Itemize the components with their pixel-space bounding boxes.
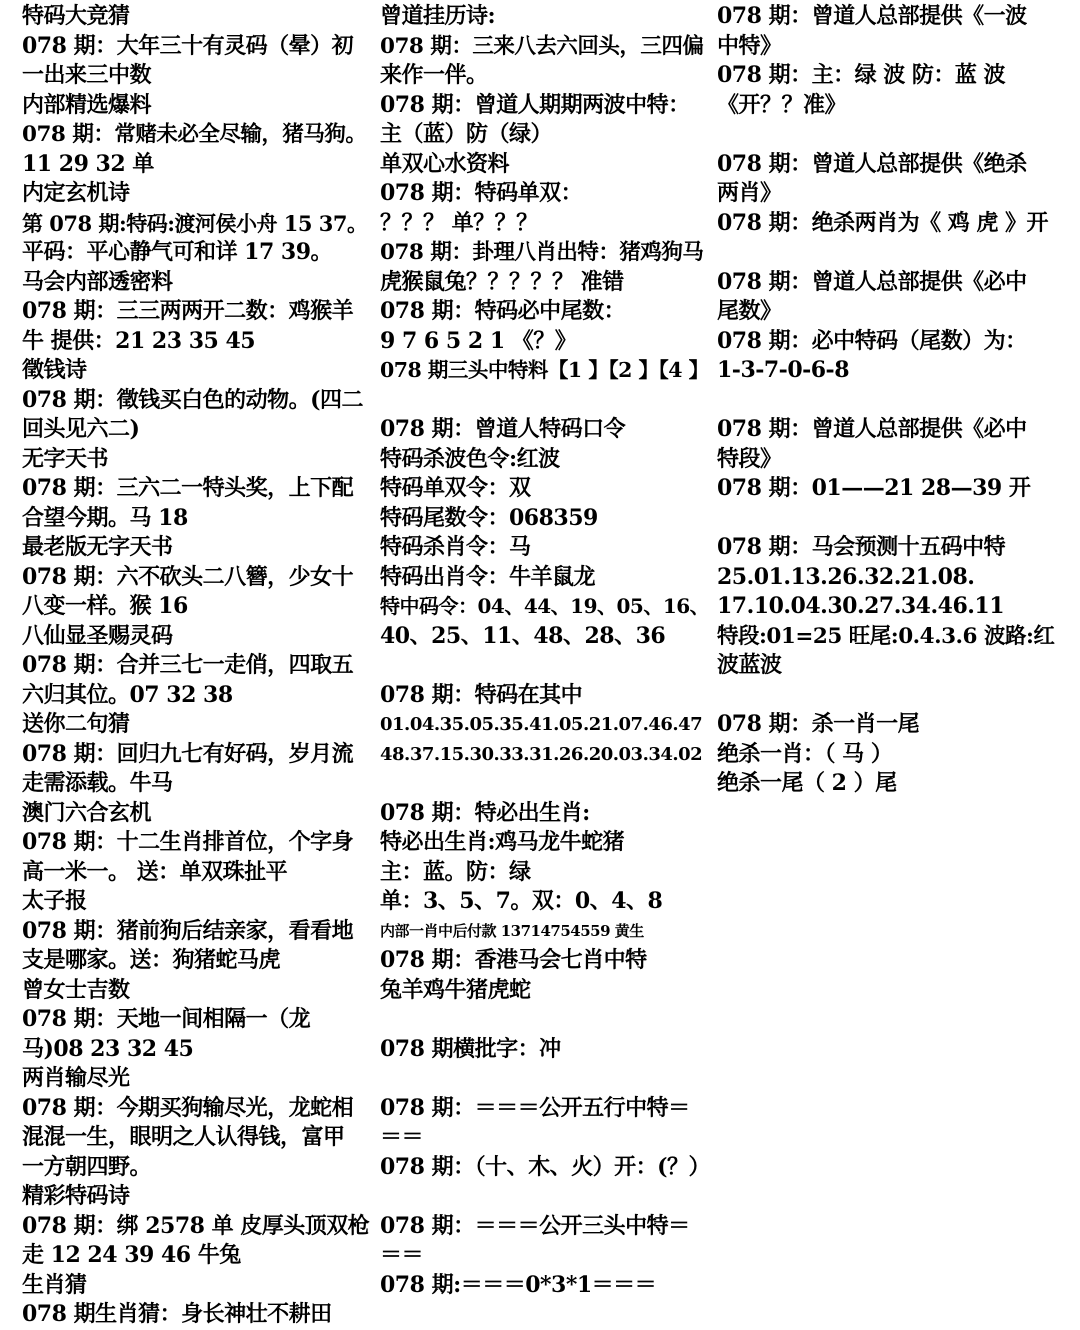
- text-line: 078 期：曾道人总部提供《一波: [717, 3, 1027, 29]
- text-line: 078 期：绑 2578 单 皮厚头顶双枪: [22, 1212, 370, 1239]
- text-line: 078 期：三三两两开二数：鸡猴羊: [22, 298, 354, 324]
- text-line: 徵钱诗: [22, 357, 87, 383]
- text-line: 八仙显圣赐灵码: [22, 622, 173, 649]
- text-line: 高一米一。 送：单双珠扯平: [22, 858, 288, 885]
- text-line: 一方朝四野。: [22, 1153, 152, 1180]
- blank-line: [380, 1064, 710, 1094]
- text-line: 078 期:＝＝＝0*3*1＝＝＝: [380, 1271, 657, 1298]
- text-line: 绝杀一尾（ 2 ）尾: [717, 770, 897, 796]
- text-line: 078 期：三来八去六回头，三四偏: [380, 33, 704, 59]
- text-line: 40、25、11、48、28、36: [380, 622, 666, 649]
- text-line: 牛 提供：21 23 35 45: [22, 327, 256, 354]
- text-line: 六归其位。07 32 38: [22, 681, 233, 708]
- text-line: 特段》: [717, 445, 782, 472]
- text-line: 48.37.15.30.33.31.26.20.03.34.02: [380, 743, 703, 765]
- text-line: 特码单双令：双: [380, 475, 531, 501]
- text-line: 078 期：六不砍头二八簪，少女十: [22, 563, 354, 590]
- text-line: 两肖》: [717, 180, 782, 206]
- text-line: 078 期：常赌未必全尽输，猪马狗。: [22, 122, 367, 147]
- text-line: 内定玄机诗: [22, 180, 130, 206]
- text-line: 曾女士吉数: [22, 976, 130, 1003]
- text-line: 078 期：大年三十有灵码（晕）初: [22, 32, 354, 59]
- text-line: 078 期：主：绿 波 防：蓝 波: [717, 62, 1006, 88]
- text-line: 078 期：（十、木、火）开：(？）: [380, 1153, 710, 1180]
- text-line: 混混一生，眼明之人认得钱，富甲: [22, 1124, 345, 1150]
- text-line: 《开？？准》: [717, 91, 847, 118]
- text-line: 单：3、5、7。双：0、4、8: [380, 888, 663, 914]
- text-line: 078 期：特码单双：: [380, 180, 583, 206]
- text-line: 合望今期。马 18: [22, 504, 188, 531]
- text-line: 078 期：＝＝＝公开三头中特＝: [380, 1212, 690, 1239]
- text-line: 特段:01=25 旺尾:0.4.3.6 波路:红: [717, 623, 1055, 649]
- text-line: 虎猴鼠兔？？？？？ 准错: [380, 268, 624, 295]
- text-line: 最老版无字天书: [22, 534, 173, 560]
- text-line: 绝杀一肖：（ 马 ）: [717, 740, 893, 767]
- blank-line: [717, 386, 1062, 416]
- text-line: 1-3-7-0-6-8: [717, 357, 849, 383]
- text-line: 078 期：必中特码（尾数）为：: [717, 327, 1027, 354]
- text-line: 11 29 32 单: [22, 150, 154, 177]
- blank-line: [717, 504, 1062, 534]
- text-line: 01.04.35.05.35.41.05.21.07.46.47: [380, 714, 703, 735]
- text-line: 078 期：今期买狗输尽光，龙蛇相: [22, 1094, 354, 1121]
- text-line: 特码尾数令：068359: [380, 504, 598, 531]
- text-line: 078 期：三六二一特头奖，上下配: [22, 475, 354, 501]
- text-line: 八变一样。猴 16: [22, 593, 188, 619]
- blank-line: [380, 1005, 710, 1035]
- text-line: 078 期：01——21 28—39 开: [717, 475, 1031, 501]
- text-line: 特码杀肖令：马: [380, 534, 531, 560]
- text-line: 078 期：曾道人特码口令: [380, 416, 626, 442]
- text-line: 078 期：特码必中尾数：: [380, 298, 626, 324]
- text-line: 曾道挂历诗:: [380, 3, 496, 29]
- text-line: 078 期：特码在其中: [380, 681, 583, 708]
- blank-line: [380, 651, 710, 681]
- text-line: 17.10.04.30.27.34.46.11: [717, 593, 1005, 619]
- blank-line: [717, 681, 1062, 711]
- text-line: 两肖输尽光: [22, 1065, 130, 1091]
- text-line: 078 期：特必出生肖:: [380, 799, 590, 826]
- text-line: 来作一伴。: [380, 62, 488, 88]
- text-line: 078 期：曾道人总部提供《绝杀: [717, 150, 1027, 177]
- text-line: 内部一肖中后付款 13714754559 黄生: [380, 921, 644, 940]
- text-line: 兔羊鸡牛猪虎蛇: [380, 976, 531, 1003]
- text-line: 送你二句猜: [22, 711, 130, 737]
- text-line: 25.01.13.26.32.21.08.: [717, 563, 975, 590]
- blank-line: [717, 238, 1062, 268]
- text-line: 一出来三中数: [22, 62, 152, 88]
- text-line: 078 期：十二生肖排首位，个字身: [22, 829, 354, 855]
- column-right: [717, 2, 1062, 799]
- text-line: 078 期：猪前狗后结亲家，看看地: [22, 917, 354, 944]
- text-line: 078 期：香港马会七肖中特: [380, 947, 647, 973]
- text-line: 马会内部透密料: [22, 268, 173, 295]
- text-line: 中特》: [717, 32, 782, 59]
- text-line: 马)08 23 32 45: [22, 1035, 194, 1062]
- text-line: 平码：平心静气可和详 17 39。: [22, 239, 333, 265]
- text-line: 特码出肖令：牛羊鼠龙: [380, 563, 596, 590]
- text-line: ？？？ 单？？？: [380, 209, 538, 236]
- text-line: 澳门六合玄机: [22, 799, 152, 826]
- text-line: 生肖猜: [22, 1271, 87, 1298]
- text-line: 单双心水资料: [380, 150, 510, 177]
- text-line: 特中码令：04、44、19、05、16、: [380, 594, 710, 618]
- column-middle: [380, 2, 710, 1300]
- text-line: 078 期：天地一间相隔一（龙: [22, 1006, 311, 1032]
- text-line: 第 078 期:特码:渡河侯小舟 15 37。: [22, 210, 368, 236]
- text-line: 特码大竞猜: [22, 3, 130, 29]
- text-line: 无字天书: [22, 445, 109, 472]
- text-line: 特码杀波色令:红波: [380, 445, 560, 472]
- text-line: 078 期横批字：冲: [380, 1035, 561, 1062]
- text-line: ＝＝: [380, 1124, 424, 1150]
- text-line: 尾数》: [717, 298, 782, 324]
- text-line: 078 期：绝杀两肖为《 鸡 虎 》开: [717, 209, 1049, 236]
- text-line: 特必出生肖:鸡马龙牛蛇猪: [380, 829, 625, 855]
- text-line: 078 期：曾道人总部提供《必中: [717, 416, 1027, 442]
- text-line: 支是哪家。送：狗猪蛇马虎: [22, 947, 281, 973]
- text-line: 太子报: [22, 888, 87, 914]
- text-line: ＝＝: [380, 1242, 424, 1268]
- text-line: 主：蓝。防：绿: [380, 858, 531, 885]
- text-line: 078 期三头中特料【1 】【2 】【4 】: [380, 358, 709, 382]
- text-line: 精彩特码诗: [22, 1183, 130, 1209]
- text-line: 内部精选爆料: [22, 91, 152, 118]
- text-line: 078 期：曾道人总部提供《必中: [717, 268, 1027, 295]
- text-line: 走 12 24 39 46 牛兔: [22, 1242, 241, 1268]
- text-line: 078 期：＝＝＝公开五行中特＝: [380, 1094, 690, 1121]
- blank-line: [380, 386, 710, 416]
- blank-line: [717, 120, 1062, 150]
- text-line: 走需添载。牛马: [22, 770, 173, 796]
- blank-line: [380, 769, 710, 799]
- text-line: 078 期：徵钱买白色的动物。(四二: [22, 386, 363, 413]
- text-line: 078 期生肖猜：身长神壮不耕田: [22, 1301, 332, 1327]
- text-line: 波蓝波: [717, 652, 782, 678]
- text-line: 078 期：回归九七有好码，岁月流: [22, 740, 354, 767]
- text-line: 078 期：杀一肖一尾: [717, 711, 920, 737]
- text-line: 078 期：合并三七一走俏，四取五: [22, 652, 354, 678]
- text-line: 078 期：马会预测十五码中特: [717, 534, 1006, 560]
- text-line: 主（蓝）防（绿）: [380, 121, 553, 147]
- text-line: 078 期：卦理八肖出特：猪鸡狗马: [380, 240, 704, 265]
- text-line: 078 期：曾道人期期两波中特：: [380, 91, 690, 118]
- blank-line: [380, 1182, 710, 1212]
- column-left: [22, 2, 372, 1330]
- text-line: 回头见六二): [22, 416, 140, 442]
- text-line: 9 7 6 5 2 1 《？》: [380, 327, 577, 354]
